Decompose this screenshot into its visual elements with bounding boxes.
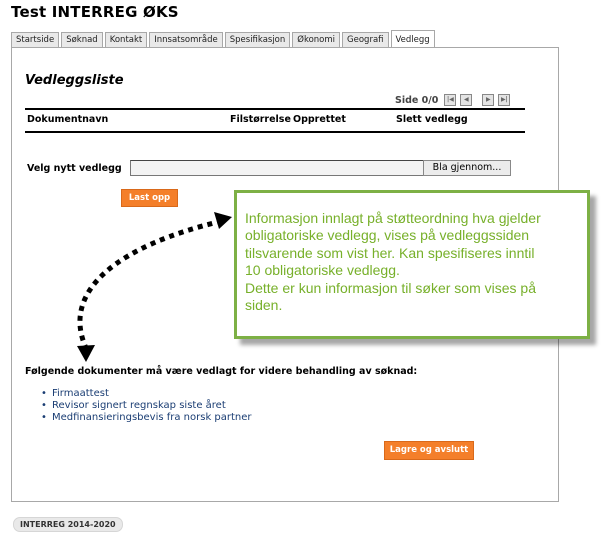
upload-button[interactable]: Last opp: [121, 189, 178, 207]
callout-line: Informasjon innlagt på støtteordning hva gjelder: [245, 210, 541, 226]
bullet-icon: •: [41, 388, 47, 399]
first-page-icon[interactable]: |◀: [444, 94, 456, 106]
required-document: Firmaattest: [52, 388, 109, 399]
tab-vedlegg[interactable]: Vedlegg: [391, 30, 435, 47]
bullet-icon: •: [41, 412, 47, 423]
section-title: Vedleggsliste: [25, 73, 124, 88]
column-header-file-size[interactable]: Filstørrelse: [230, 114, 291, 125]
info-callout: [234, 190, 590, 339]
tab-innsatsomrade[interactable]: Innsatsområde: [149, 32, 223, 47]
browse-button[interactable]: Bla gjennom...: [423, 160, 511, 176]
list-item: [39, 412, 252, 424]
bullet-icon: •: [41, 400, 47, 411]
app-title: Test INTERREG ØKS: [11, 3, 179, 21]
footer-badge: INTERREG 2014-2020: [13, 517, 123, 532]
list-item: [39, 400, 252, 412]
tab-soknad[interactable]: Søknad: [61, 32, 103, 47]
required-document: Revisor signert regnskap siste året: [52, 400, 226, 411]
callout-line: tilsvarende som vist her. Kan spesifiseres inntil: [245, 244, 535, 261]
column-header-created[interactable]: Opprettet: [293, 114, 346, 125]
list-item: [39, 388, 252, 400]
required-documents-title: Følgende dokumenter må være vedlagt for videre behandling av søknad:: [25, 366, 418, 377]
prev-page-icon[interactable]: ◀: [460, 94, 472, 106]
column-header-delete: Slett vedlegg: [396, 114, 468, 125]
callout-line: obligatoriske vedlegg, vises på vedleggssiden: [245, 227, 530, 244]
callout-line: Dette er kun informasjon til søker som vises på: [245, 279, 536, 296]
tab-spesifikasjon[interactable]: Spesifikasjon: [225, 32, 291, 47]
tab-startside[interactable]: Startside: [11, 32, 59, 47]
tab-kontakt[interactable]: Kontakt: [105, 32, 148, 47]
tab-okonomi[interactable]: Økonomi: [292, 32, 340, 47]
tab-bar: [11, 32, 437, 47]
last-page-icon[interactable]: ▶|: [498, 94, 510, 106]
next-page-icon[interactable]: ▶: [482, 94, 494, 106]
required-document: Medfinansieringsbevis fra norsk partner: [52, 412, 252, 423]
required-documents-list: [39, 388, 252, 424]
save-and-close-button[interactable]: Lagre og avslutt: [384, 441, 474, 460]
callout-line: siden.: [245, 297, 283, 314]
tab-geografi[interactable]: Geografi: [342, 32, 388, 47]
upload-label: Velg nytt vedlegg: [27, 163, 122, 174]
callout-line: 10 obligatoriske vedlegg.: [245, 262, 400, 279]
file-path-input[interactable]: [130, 160, 424, 176]
pager: [395, 93, 510, 107]
pager-label: Side 0/0: [395, 94, 439, 106]
column-header-document-name[interactable]: Dokumentnavn: [27, 114, 109, 125]
attachments-table-header: [25, 108, 525, 133]
callout-text: [245, 210, 585, 314]
